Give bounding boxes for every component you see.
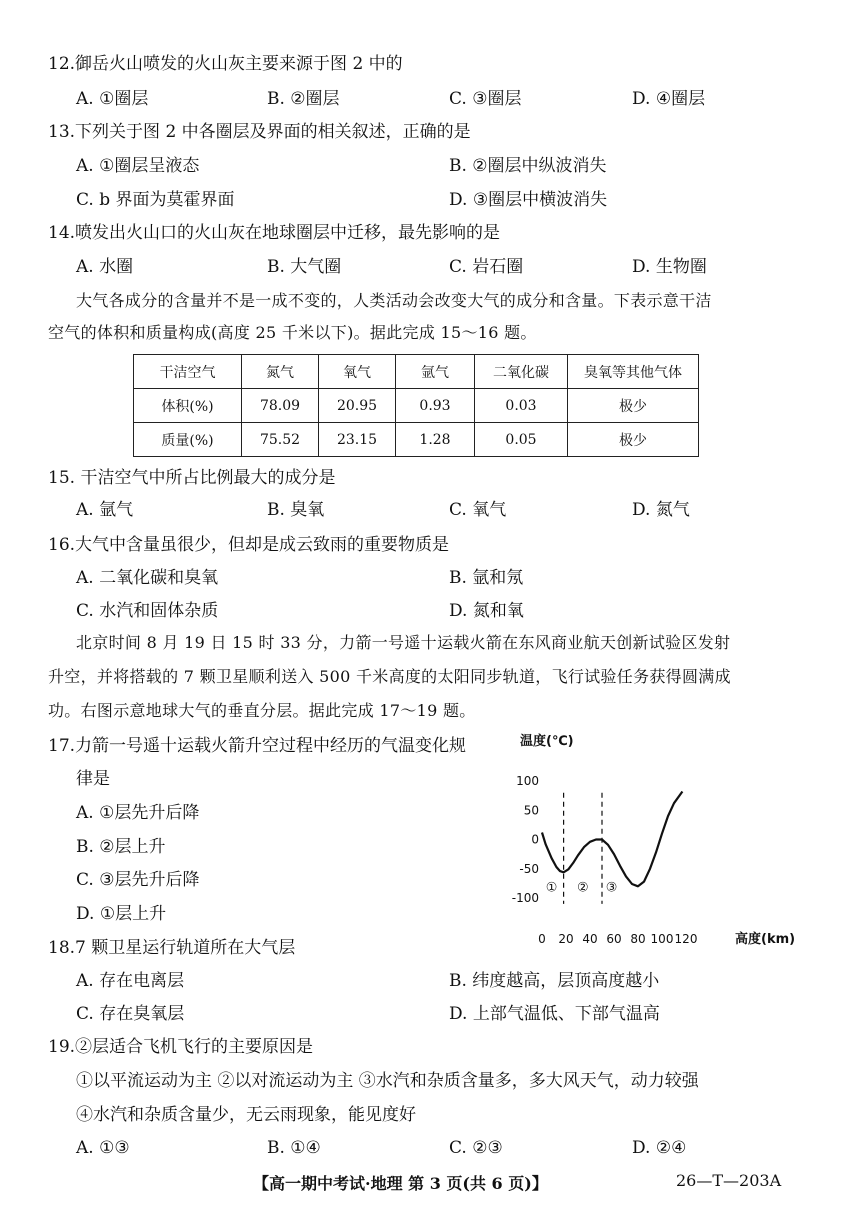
q19-statement-line2: ④水汽和杂质含量少，无云雨现象，能见度好 xyxy=(76,1105,416,1125)
layer-label: ① xyxy=(545,880,558,896)
y-tick-label: -50 xyxy=(519,861,539,876)
table-header-cell: 臭氧等其他气体 xyxy=(568,355,699,389)
q15-stem: 15. 干洁空气中所占比例最大的成分是 xyxy=(48,468,336,488)
q19-option-d: D. ②④ xyxy=(632,1138,687,1158)
atmosphere-temperature-chart xyxy=(511,728,805,953)
table-header-cell: 干洁空气 xyxy=(134,355,242,389)
q16-option-d: D. 氮和氧 xyxy=(449,601,524,621)
q19-option-a: A. ①③ xyxy=(76,1138,130,1158)
intro2-line1: 北京时间 8 月 19 日 15 时 33 分，力箭一号遥十运载火箭在东风商业航天创新试验区发射 xyxy=(76,633,731,652)
table-cell: 质量(%) xyxy=(134,423,242,457)
q12-option-d: D. ④圈层 xyxy=(632,89,706,109)
q19-statement-line1: ①以平流运动为主 ②以对流运动为主 ③水汽和杂质含量多，多大风天气，动力较强 xyxy=(76,1071,699,1091)
x-tick-label: 0 xyxy=(538,932,546,946)
q12-option-c: C. ③圈层 xyxy=(449,89,522,109)
layer-label: ② xyxy=(576,880,589,896)
table-row xyxy=(134,389,699,423)
layer-label: ③ xyxy=(605,880,618,896)
q17-option-d: D. ①层上升 xyxy=(76,904,167,924)
q15-option-c: C. 氧气 xyxy=(449,500,507,520)
q17-option-b: B. ②层上升 xyxy=(76,837,166,857)
q14-option-d: D. 生物圈 xyxy=(632,257,707,277)
q16-option-b: B. 氩和氖 xyxy=(449,568,524,588)
q19-stem: 19.②层适合飞机飞行的主要原因是 xyxy=(48,1037,314,1057)
table-header-cell: 氮气 xyxy=(242,355,319,389)
q13-option-d: D. ③圈层中横波消失 xyxy=(449,190,608,210)
q12-option-a: A. ①圈层 xyxy=(76,89,149,109)
x-tick-label: 20 xyxy=(558,932,574,946)
q12-option-b: B. ②圈层 xyxy=(267,89,340,109)
q14-option-b: B. 大气圈 xyxy=(267,257,342,277)
q15-option-b: B. 臭氧 xyxy=(267,500,325,520)
table-cell: 23.15 xyxy=(319,423,396,457)
q13-option-c: C. b 界面为莫霍界面 xyxy=(76,190,235,210)
intro1-line1: 大气各成分的含量并不是一成不变的，人类活动会改变大气的成分和含量。下表示意干洁 xyxy=(76,291,712,310)
y-axis-label: 温度(℃) xyxy=(520,734,574,749)
x-tick-label: 60 xyxy=(606,932,622,946)
x-axis-label: 高度(km) xyxy=(735,932,796,947)
q18-stem: 18.7 颗卫星运行轨道所在大气层 xyxy=(48,938,296,958)
table-cell: 1.28 xyxy=(396,423,475,457)
q15-option-a: A. 氩气 xyxy=(76,500,134,520)
table-cell: 0.93 xyxy=(396,389,475,423)
page-footer-title: 【高一期中考试·地理 第 3 页(共 6 页)】 xyxy=(253,1174,548,1193)
q13-option-a: A. ①圈层呈液态 xyxy=(76,156,200,176)
table-header-cell: 氧气 xyxy=(319,355,396,389)
q14-option-a: A. 水圈 xyxy=(76,257,134,277)
y-tick-label: 100 xyxy=(516,774,539,788)
q19-option-c: C. ②③ xyxy=(449,1138,503,1158)
q16-option-c: C. 水汽和固体杂质 xyxy=(76,601,219,621)
q18-option-c: C. 存在臭氧层 xyxy=(76,1004,185,1024)
q17-option-a: A. ①层先升后降 xyxy=(76,803,200,823)
table-header-row xyxy=(134,355,699,389)
q12-stem: 12.御岳火山喷发的火山灰主要来源于图 2 中的 xyxy=(48,54,403,74)
table-cell: 75.52 xyxy=(242,423,319,457)
q15-option-d: D. 氮气 xyxy=(632,500,690,520)
q17-stem-line1: 17.力箭一号遥十运载火箭升空过程中经历的气温变化规 xyxy=(48,736,467,756)
table-cell: 20.95 xyxy=(319,389,396,423)
x-tick-label: 120 xyxy=(674,932,698,946)
intro2-line2: 升空，并将搭载的 7 颗卫星顺利送入 500 千米高度的太阳同步轨道，飞行试验任务获得圆满成 xyxy=(48,667,731,686)
y-tick-label: 0 xyxy=(531,832,539,847)
q14-stem: 14.喷发出火山口的火山灰在地球圈层中迁移，最先影响的是 xyxy=(48,223,501,243)
q16-option-a: A. 二氧化碳和臭氧 xyxy=(76,568,219,588)
q18-option-b: B. 纬度越高，层顶高度越小 xyxy=(449,971,660,991)
intro1-line2: 空气的体积和质量构成(高度 25 千米以下)。据此完成 15～16 题。 xyxy=(48,323,537,342)
table-cell: 极少 xyxy=(568,389,699,423)
q17-stem-line2: 律是 xyxy=(76,769,110,789)
x-tick-label: 40 xyxy=(582,932,598,946)
q17-option-c: C. ③层先升后降 xyxy=(76,870,200,890)
table-header-cell: 氩气 xyxy=(396,355,475,389)
x-tick-label: 80 xyxy=(630,932,646,946)
q13-option-b: B. ②圈层中纵波消失 xyxy=(449,156,607,176)
x-tick-label: 100 xyxy=(650,932,674,946)
q16-stem: 16.大气中含量虽很少，但却是成云致雨的重要物质是 xyxy=(48,535,450,555)
table-cell: 0.05 xyxy=(475,423,568,457)
q19-option-b: B. ①④ xyxy=(267,1138,321,1158)
table-cell: 0.03 xyxy=(475,389,568,423)
table-cell: 78.09 xyxy=(242,389,319,423)
q18-option-a: A. 存在电离层 xyxy=(76,971,185,991)
table-header-cell: 二氧化碳 xyxy=(475,355,568,389)
intro2-line3: 功。右图示意地球大气的垂直分层。据此完成 17～19 题。 xyxy=(48,701,476,720)
y-tick-label: -100 xyxy=(511,891,539,905)
table-cell: 体积(%) xyxy=(134,389,242,423)
air-composition-table xyxy=(133,354,699,457)
table-cell: 极少 xyxy=(568,423,699,457)
table-row xyxy=(134,423,699,457)
q13-stem: 13.下列关于图 2 中各圈层及界面的相关叙述，正确的是 xyxy=(48,122,471,142)
q14-option-c: C. 岩石圈 xyxy=(449,257,524,277)
q18-option-d: D. 上部气温低、下部气温高 xyxy=(449,1004,660,1024)
exam-code: 26—T—203A xyxy=(676,1171,782,1190)
y-tick-label: 50 xyxy=(523,803,539,818)
